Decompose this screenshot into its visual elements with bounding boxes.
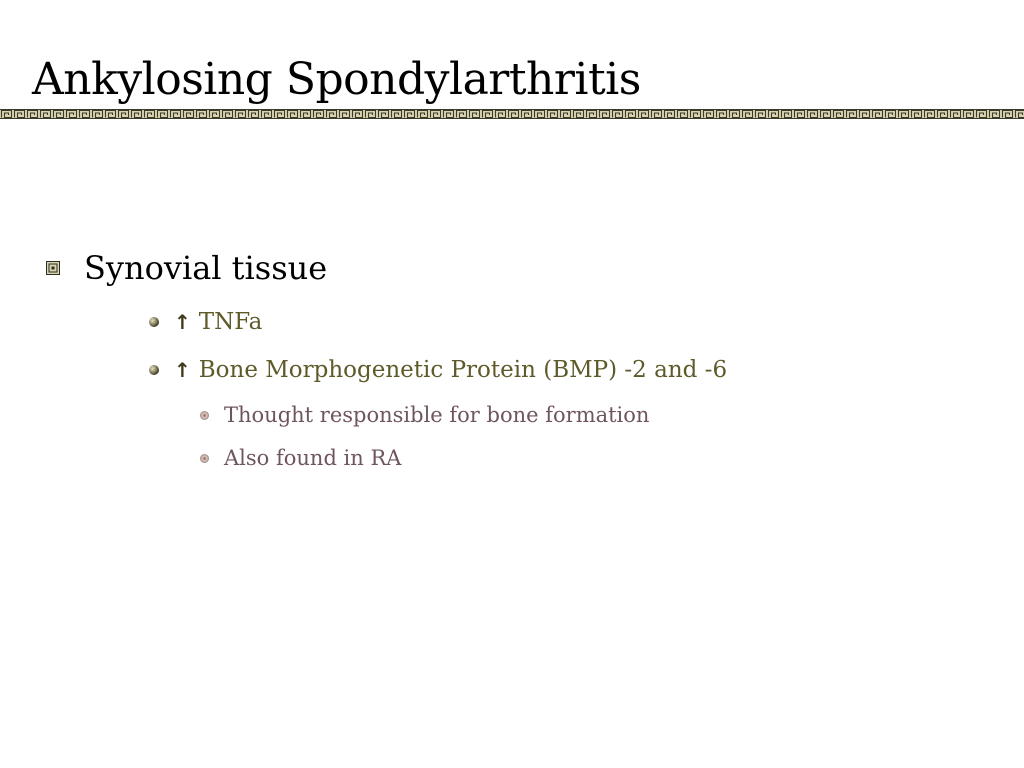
bullet-level1-synovial-tissue [46,248,327,288]
bullet-level2-tnfa [148,306,262,338]
bullet-level3-bone-formation [199,401,649,429]
round-bullet-icon [148,364,160,376]
bullet-text: Also found in RA [224,446,402,470]
slide-title: Ankylosing Spondylarthritis [32,54,641,105]
bullet-text [174,357,727,383]
bullet-text: Thought responsible for bone formation [224,403,650,427]
bullet-text: Synovial tissue [84,249,328,287]
bullet-label: Bone Morphogenetic Protein (BMP) -2 and -6 [198,357,728,383]
bullet-text [174,309,262,335]
up-arrow-icon: ↑ [174,310,191,334]
bullet-level2-bmp [148,354,727,386]
bullet-level3-also-found-in-ra [199,444,401,472]
greek-key-border [0,109,1024,119]
square-spiral-bullet-icon [46,261,60,275]
round-bullet-icon [199,453,210,464]
bullet-label: TNFa [198,309,263,335]
up-arrow-icon: ↑ [174,358,191,382]
round-bullet-icon [199,410,210,421]
round-bullet-icon [148,316,160,328]
